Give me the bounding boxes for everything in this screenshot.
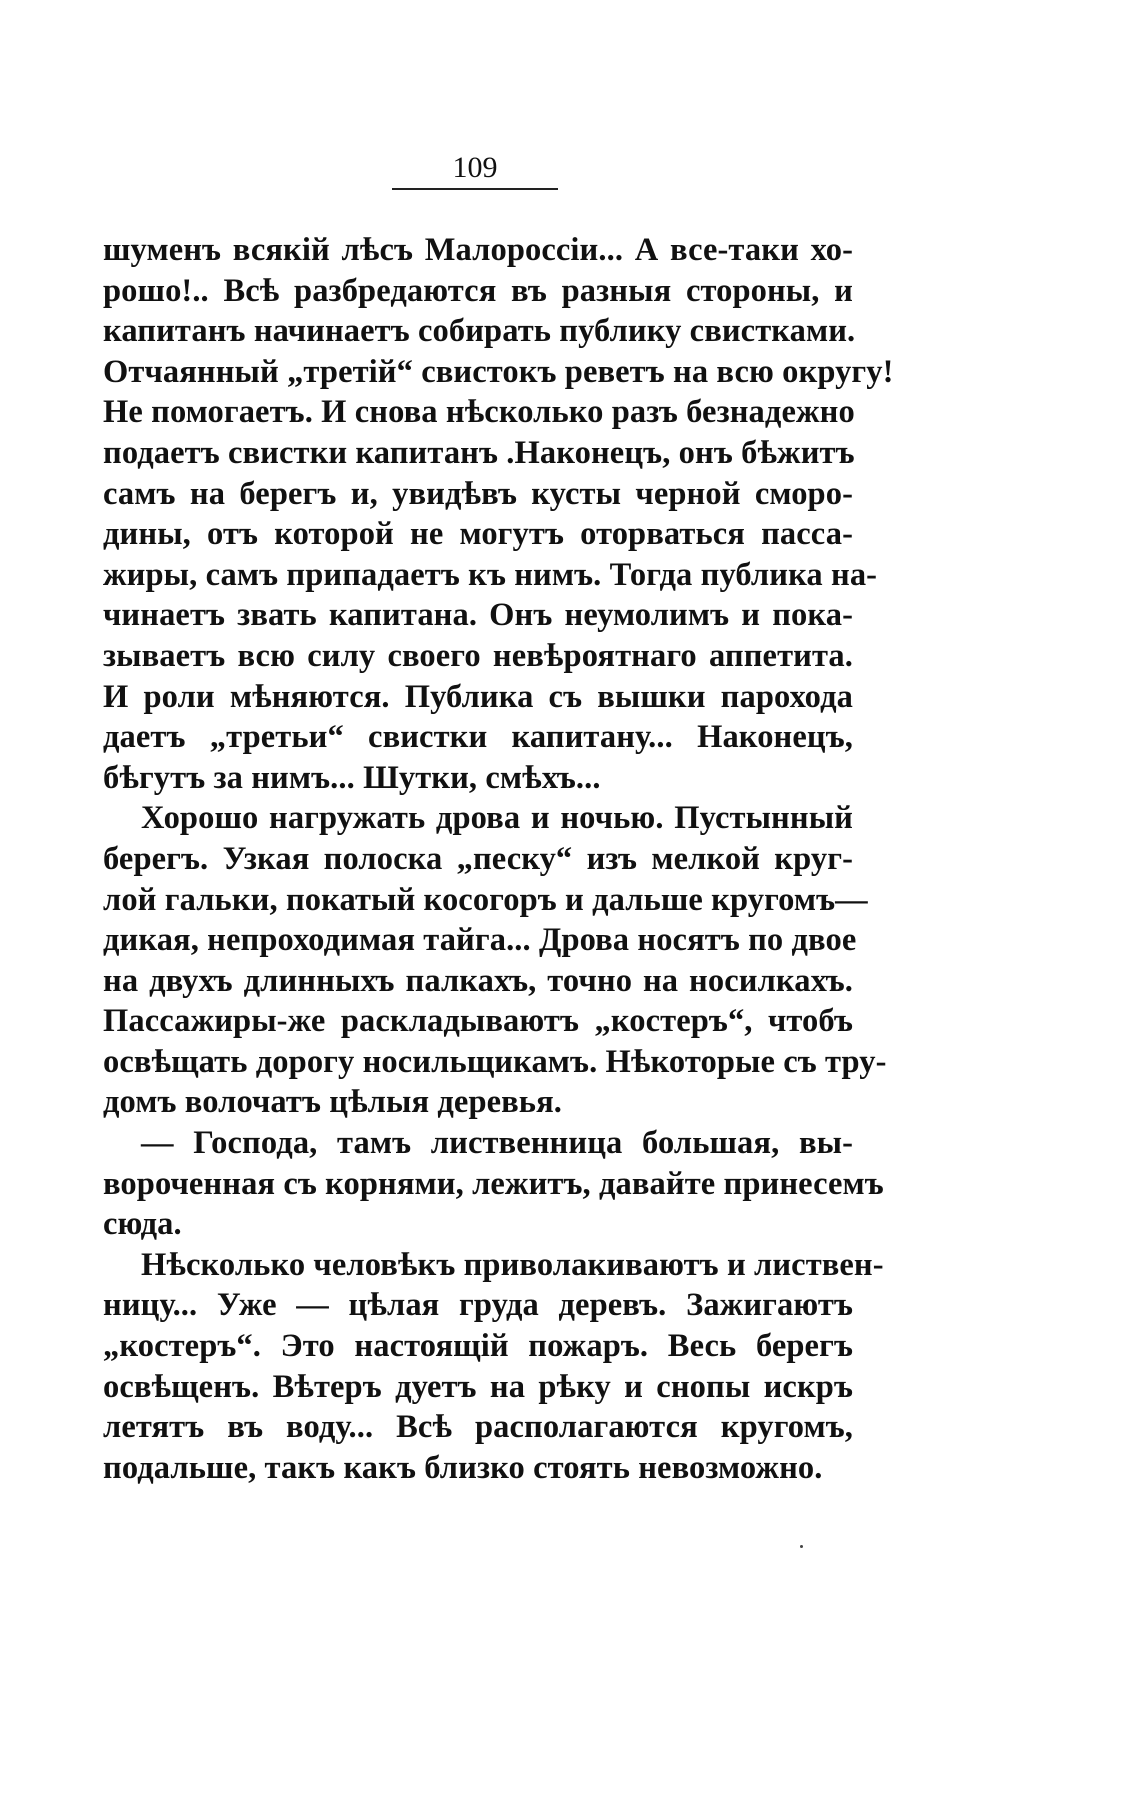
text-line: жиры, самъ припадаетъ къ нимъ. Тогда публика на- xyxy=(103,556,878,593)
text-line: шуменъ всякій лѣсъ Малороссіи... А все-таки хо- xyxy=(103,232,853,268)
text-line: Не помогаетъ. И снова нѣсколько разъ безнадежно xyxy=(103,394,855,431)
text-line: берегъ. Узкая полоска „песку“ изъ мелкой круг- xyxy=(103,840,853,877)
text-line: подальше, такъ какъ близко стоять невозможно. xyxy=(103,1449,823,1486)
text-line: зываетъ всю силу своего невѣроятнаго аппетита. xyxy=(103,637,853,674)
text-line: на двухъ длинныхъ палкахъ, точно на носилкахъ. xyxy=(103,962,853,999)
text-line: — Господа, тамъ лиственница большая, вы- xyxy=(141,1125,853,1162)
text-line: Пассажиры-же раскладываютъ „костеръ“, чтобъ xyxy=(103,1003,853,1040)
paragraph xyxy=(103,1123,884,1245)
text-line: дины, отъ которой не могутъ оторваться пасса- xyxy=(103,516,853,553)
paragraph xyxy=(103,230,894,798)
text-line: самъ на берегъ и, увидѣвъ кусты черной сморо- xyxy=(103,475,853,512)
text-line: даетъ „третьи“ свистки капитану... Наконецъ, xyxy=(103,719,853,756)
text-line: освѣщенъ. Вѣтеръ дуетъ на рѣку и снопы искръ xyxy=(103,1368,853,1405)
text-line: капитанъ начинаетъ собирать публику свистками. xyxy=(103,313,856,350)
text-line: И роли мѣняются. Публика съ вышки парохода xyxy=(103,678,853,715)
body-text xyxy=(103,230,894,1488)
text-line: ницу... Уже — цѣлая груда деревъ. Зажигаютъ xyxy=(103,1287,853,1324)
text-line: летятъ въ воду... Всѣ располагаются кругомъ, xyxy=(103,1409,853,1446)
text-line: Нѣсколько человѣкъ приволакиваютъ и листвен- xyxy=(141,1246,884,1283)
text-line: домъ волочатъ цѣлыя деревья. xyxy=(103,1084,563,1121)
text-line: „костеръ“. Это настоящій пожаръ. Весь берегъ xyxy=(103,1328,853,1365)
text-line: подаетъ свистки капитанъ .Наконецъ, онъ бѣжитъ xyxy=(103,434,855,471)
paragraph xyxy=(103,798,887,1123)
page-header xyxy=(390,148,560,188)
text-line: лой гальки, покатый косогоръ и дальше кругомъ— xyxy=(103,881,868,918)
header-rule xyxy=(392,188,558,190)
print-speck xyxy=(800,1545,803,1548)
text-line: рошо!.. Всѣ разбредаются въ разныя стороны, и xyxy=(103,272,853,309)
text-line: освѣщать дорогу носильщикамъ. Нѣкоторые съ тру- xyxy=(103,1043,887,1080)
page-number: 109 xyxy=(452,151,498,184)
text-line: вороченная съ корнями, лежитъ, давайте принесемъ xyxy=(103,1165,884,1202)
text-line: Отчаянный „третій“ свистокъ реветъ на всю округу! xyxy=(103,353,894,390)
paragraph xyxy=(103,1245,884,1489)
text-line: Хорошо нагружать дрова и ночью. Пустынный xyxy=(141,800,853,837)
text-line: чинаетъ звать капитана. Онъ неумолимъ и пока- xyxy=(103,597,853,634)
text-line: бѣгутъ за нимъ... Шутки, смѣхъ... xyxy=(103,759,601,796)
text-line: сюда. xyxy=(103,1206,182,1243)
text-line: дикая, непроходимая тайга... Дрова носятъ по двое xyxy=(103,922,857,959)
